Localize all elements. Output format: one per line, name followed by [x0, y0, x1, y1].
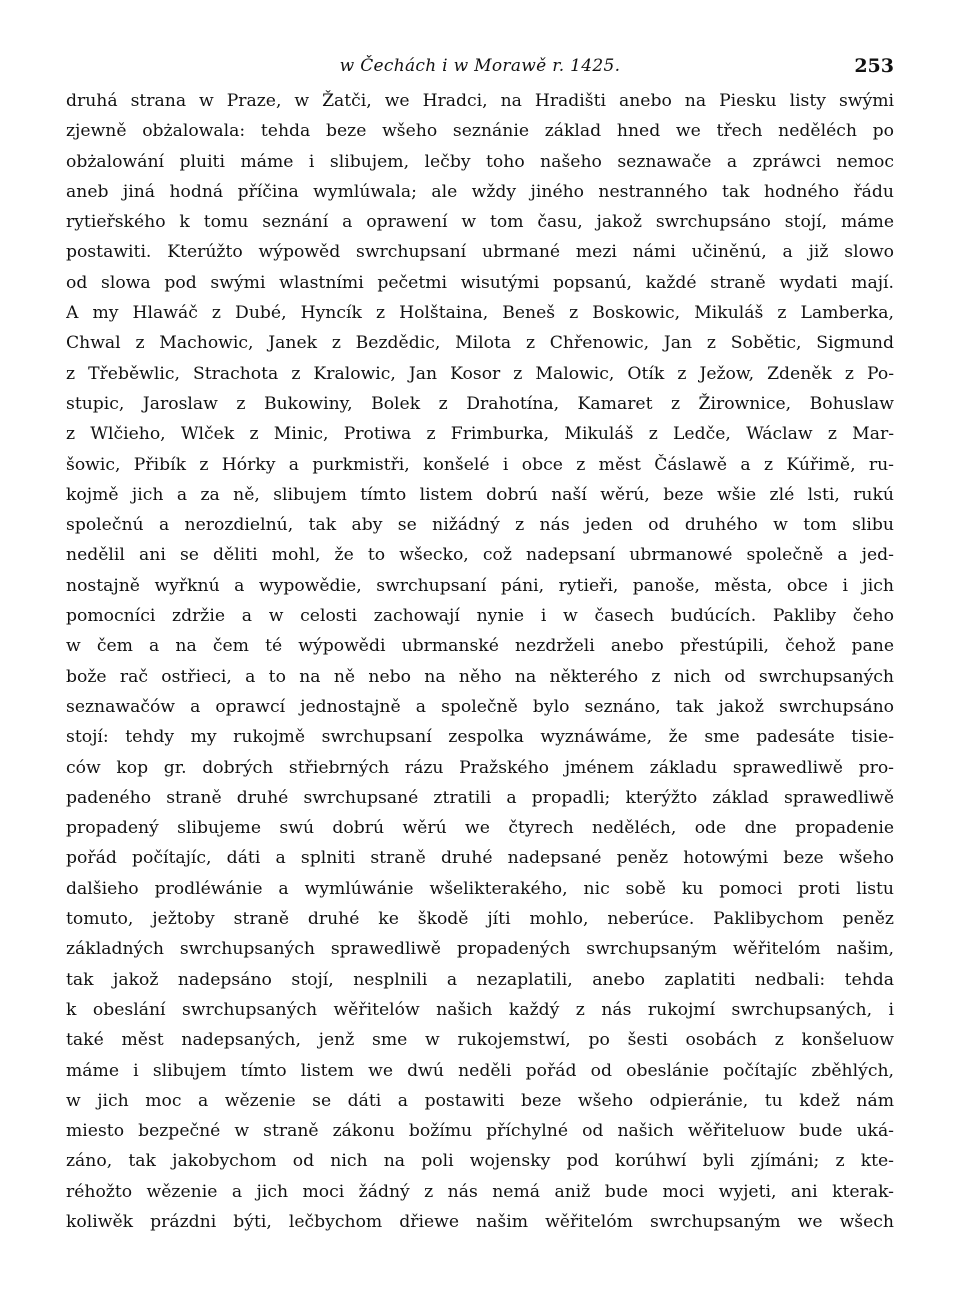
body-text	[66, 86, 894, 1237]
text-line: šowic, Přibík z Hórky a purkmistři, konšelé i obce z měst Čáslawě a z Kúřimě, ru-	[66, 454, 894, 475]
text-line: propadený slibujeme swú dobrú wěrú we čtyrech neděléch, ode dne propadenie	[66, 818, 894, 839]
text-line: réhožto wězenie a jich moci žádný z nás nemá aniž bude moci wyjeti, ani kterak-	[66, 1181, 894, 1202]
text-line: z Třeběwlic, Strachota z Kralowic, Jan Kosor z Malowic, Otík z Ježow, Zdeněk z Po-	[66, 363, 894, 384]
text-line: tomuto, ježtoby straně druhé ke škodě jíti mohlo, neberúce. Paklibychom peněz	[66, 909, 894, 930]
text-line: také měst nadepsaných, jenž sme w rukojemstwí, po šesti osobách z konšeluow	[66, 1030, 894, 1051]
text-line: zjewně obżalowala: tehda beze wšeho seznánie základ hned we třech neděléch po	[66, 121, 894, 142]
text-line: z Wlčieho, Wlček z Minic, Protiwa z Frimburka, Mikuláš z Ledče, Wáclaw z Mar-	[66, 424, 894, 445]
text-line: pomocníci zdržie a w celosti zachowají nynie i w časech budúcích. Pakliby čeho	[66, 606, 894, 627]
text-line: miesto bezpečné w straně zákonu božímu příchylné od našich wěřiteluow bude uká-	[66, 1121, 894, 1142]
text-line: rytieřského k tomu seznání a oprawení w tom času, jakož swrchupsáno stojí, máme	[66, 212, 894, 233]
text-line: dalšieho prodléwánie a wymlúwánie wšelikterakého, nic sobě ku pomoci proti listu	[66, 878, 894, 899]
page	[66, 54, 894, 1237]
text-line: pořád počítajíc, dáti a splniti straně druhé nadepsané peněz hotowými beze wšeho	[66, 848, 894, 869]
running-title: w Čechách i w Morawě r. 1425.	[339, 56, 621, 76]
running-head	[66, 54, 894, 86]
text-line: společnú a nerozdielnú, tak aby se nižádný z nás jeden od druhého w tom slibu	[66, 515, 894, 536]
text-line: A my Hlawáč z Dubé, Hyncík z Holštaina, Beneš z Boskowic, Mikuláš z Lamberka,	[66, 303, 894, 324]
text-line: nedělil ani se děliti mohl, že to wšecko, což nadepsaní ubrmanowé společně a jed-	[66, 545, 894, 566]
text-line: Chwal z Machowic, Janek z Bezdědic, Milota z Chřenowic, Jan z Sobětic, Sigmund	[66, 333, 894, 354]
text-line: stupic, Jaroslaw z Bukowiny, Bolek z Drahotína, Kamaret z Žirownice, Bohuslaw	[66, 393, 894, 414]
text-line: nostajně wyřknú a wypowědie, swrchupsaní páni, rytieři, panoše, města, obce i jich	[66, 575, 894, 596]
text-line: základných swrchupsaných sprawedliwě propadených swrchupsaným wěřitelóm našim,	[66, 939, 894, 960]
text-line: kojmě jich a za ně, slibujem tímto listem dobrú naší wěrú, beze wšie zlé lsti, rukú	[66, 484, 894, 505]
text-line: padeného straně druhé swrchupsané ztratili a propadli; kterýžto základ sprawedliwě	[66, 787, 894, 808]
text-line: obżalowání pluiti máme i slibujem, lečby toho našeho seznawače a zpráwci nemoc	[66, 151, 894, 172]
text-line: w čem a na čem té wýpowědi ubrmanské nezdrželi anebo přestúpili, čehož pane	[66, 636, 894, 657]
text-line: k obeslání swrchupsaných wěřitelów našich každý z nás rukojmí swrchupsaných, i	[66, 999, 894, 1020]
text-line: aneb jiná hodná příčina wymlúwala; ale wždy jiného nestranného tak hodného řádu	[66, 181, 894, 202]
text-line: ców kop gr. dobrých střiebrných rázu Pražského jménem základu sprawedliwě pro-	[66, 757, 894, 778]
text-line: stojí: tehdy my rukojmě swrchupsaní zespolka wyznáwáme, že sme padesáte tisie-	[66, 727, 894, 748]
text-line: koliwěk prázdni býti, lečbychom dřiewe našim wěřitelóm swrchupsaným we wšech	[66, 1211, 894, 1232]
text-line: bože rač ostřieci, a to na ně nebo na něho na některého z nich od swrchupsaných	[66, 666, 894, 687]
text-line: w jich moc a wězenie se dáti a postawiti beze wšeho odpieránie, tu kdež nám	[66, 1090, 894, 1111]
text-line: od slowa pod swými wlastními pečetmi wisutými popsanú, každé straně wydati mají.	[66, 272, 894, 293]
text-line: druhá strana w Praze, w Žatči, we Hradci, na Hradišti anebo na Piesku listy swými	[66, 91, 894, 111]
text-line: máme i slibujem tímto listem we dwú neděli pořád od obeslánie počítajíc zběhlých,	[66, 1060, 894, 1081]
text-line: seznawačów a oprawcí jednostajně a společně bylo seznáno, tak jakož swrchupsáno	[66, 696, 894, 717]
text-line: záno, tak jakobychom od nich na poli wojensky pod korúhwí byli zjímáni; z kte-	[66, 1151, 894, 1172]
text-line: tak jakož nadepsáno stojí, nesplnili a nezaplatili, anebo zaplatiti nedbali: tehda	[66, 969, 894, 990]
text-line: postawiti. Kterúžto wýpowěd swrchupsaní ubrmané mezi námi učiněnú, a již slowo	[66, 242, 894, 263]
page-number: 253	[854, 55, 894, 77]
